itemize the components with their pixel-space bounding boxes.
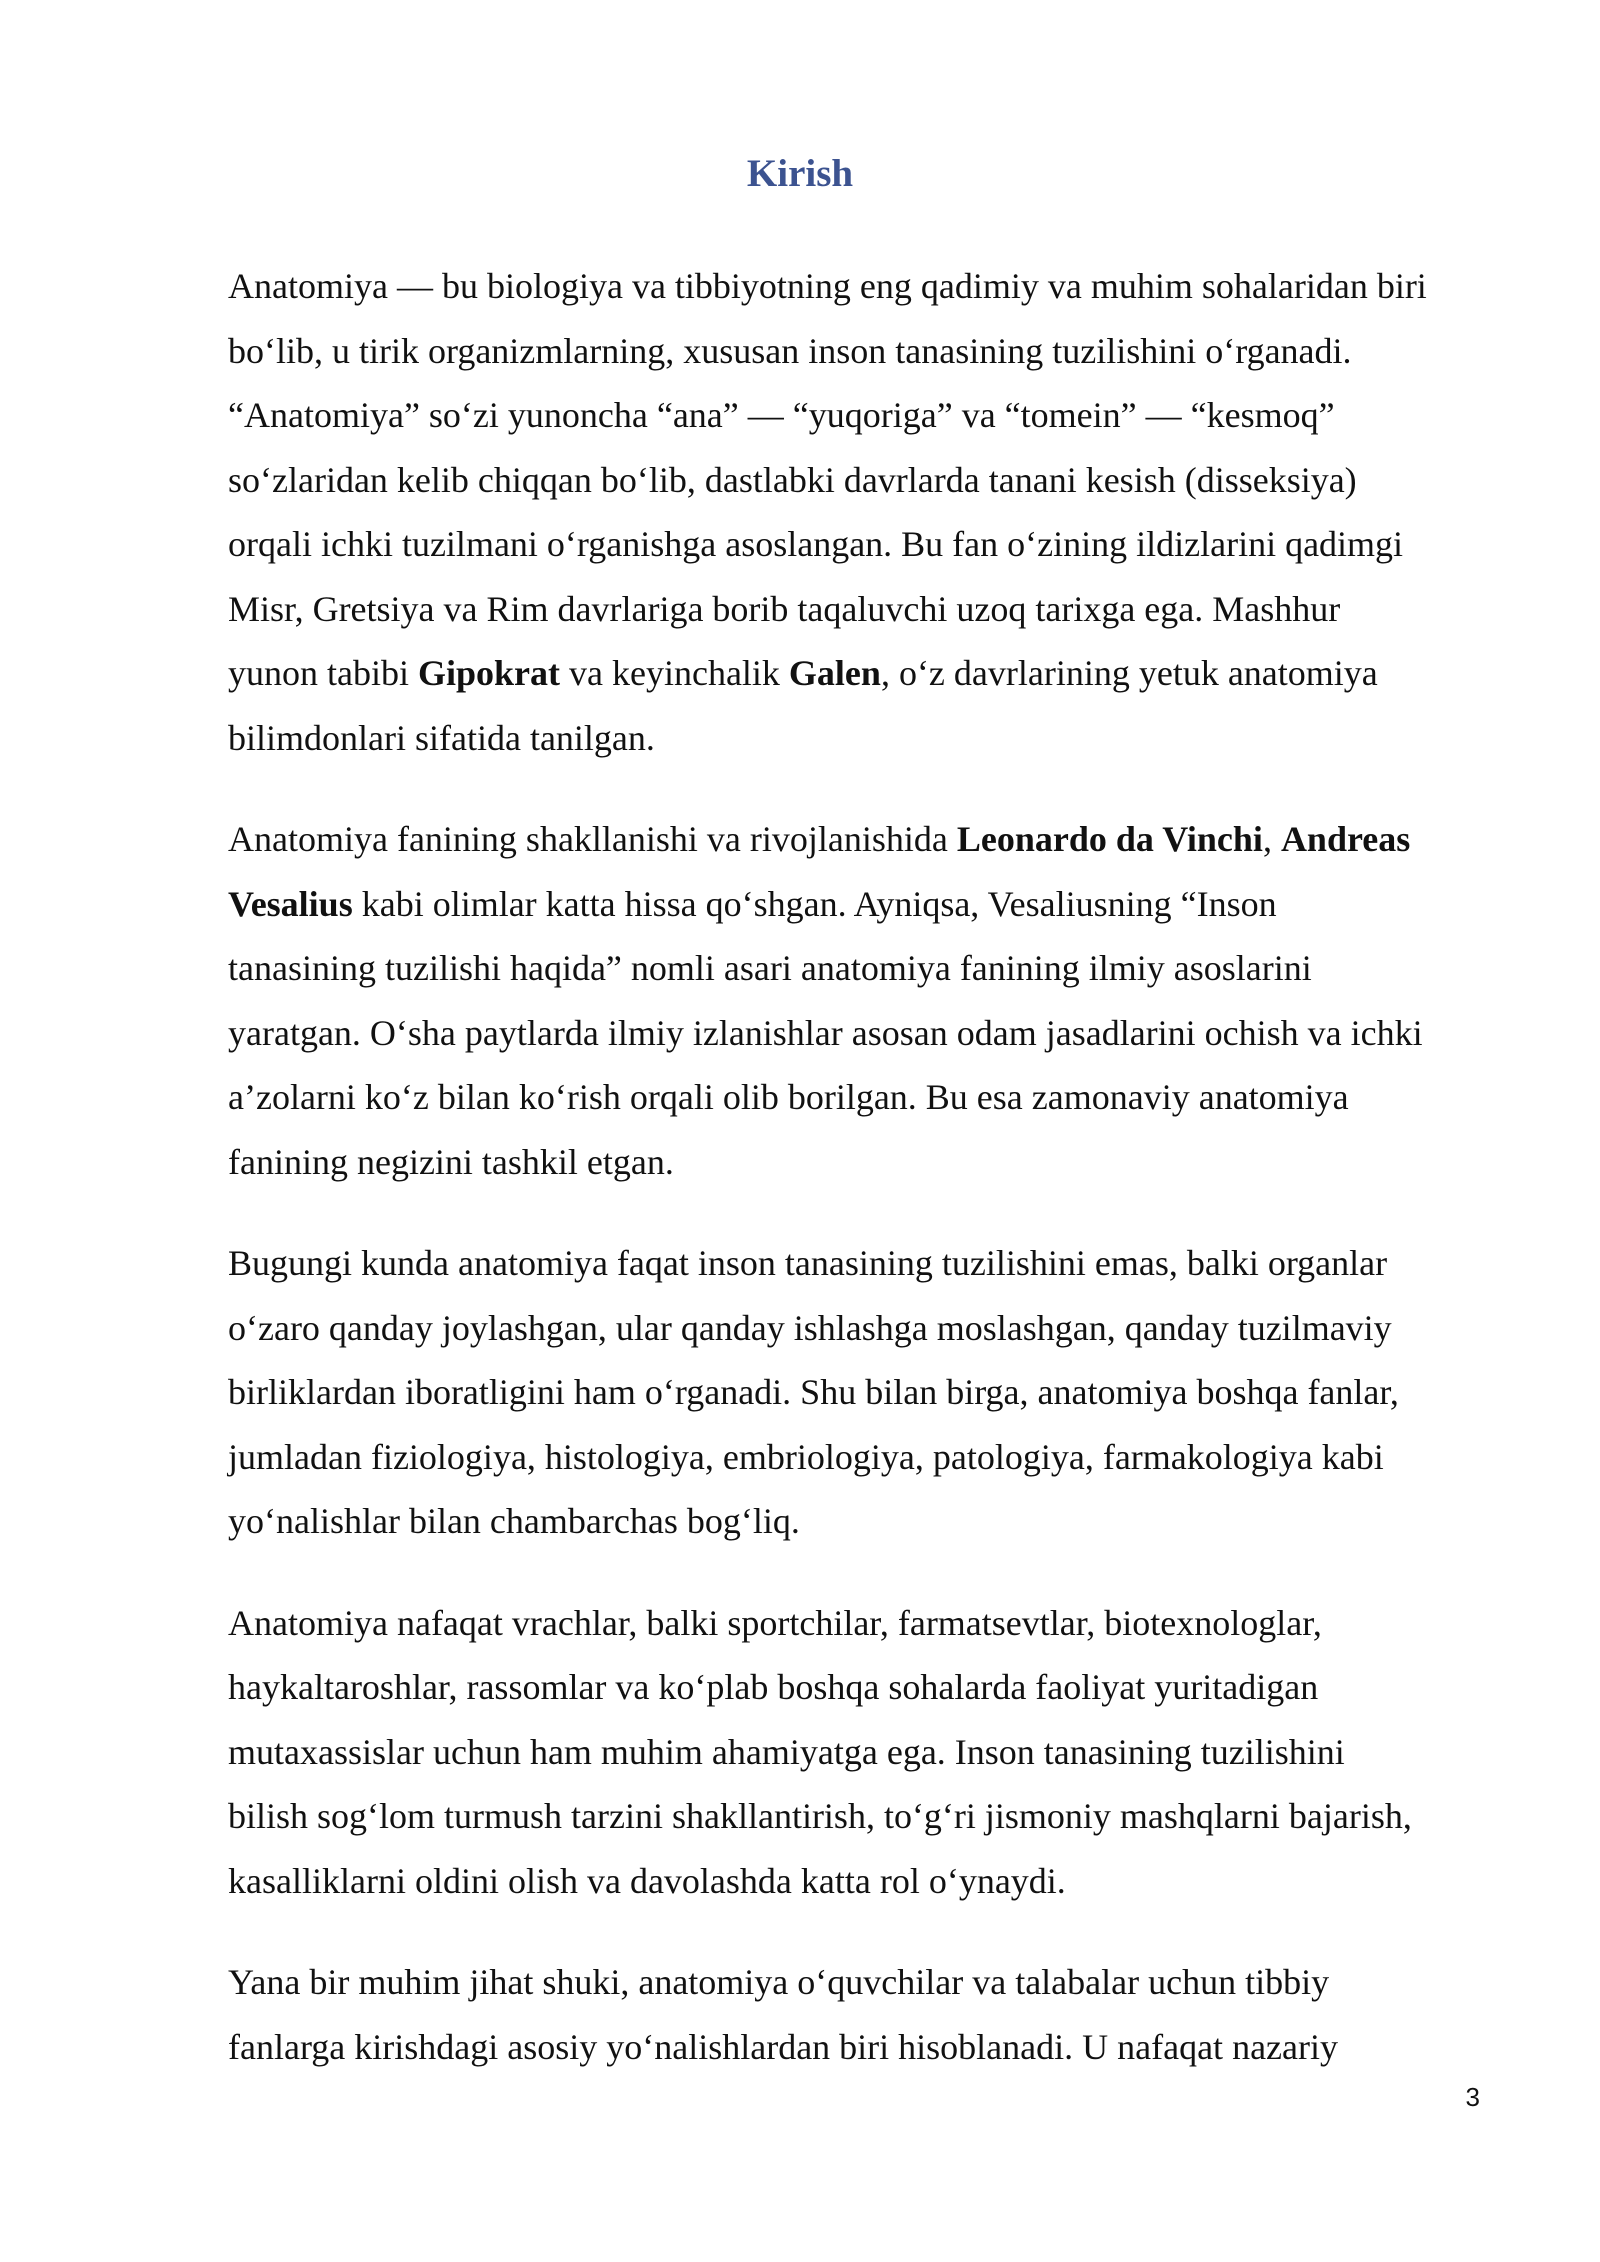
body-text (228, 254, 1498, 2116)
text-line (228, 1296, 1498, 1361)
text-line (228, 807, 1498, 872)
text-run: orqali ichki tuzilmani o‘rganishga asoslangan. Bu fan o‘zining ildizlarini qadimgi (228, 524, 1404, 564)
paragraph (228, 254, 1498, 770)
paragraph (228, 807, 1498, 1194)
text-line (228, 1950, 1498, 2015)
text-run: a’zolarni ko‘z bilan ko‘rish orqali olib borilgan. Bu esa zamonaviy anatomiya (228, 1077, 1349, 1117)
text-run: mutaxassislar uchun ham muhim ahamiyatga ega. Inson tanasining tuzilishini (228, 1731, 1345, 1772)
text-line (228, 1849, 1498, 1914)
text-run: bilish sog‘lom turmush tarzini shakllantirish, to‘g‘ri jismoniy mashqlarni bajarish, (228, 1796, 1412, 1836)
paragraph (228, 1231, 1498, 1554)
page-title: Kirish (746, 152, 854, 195)
text-run: tanasining tuzilishi haqida” nomli asari anatomiya fanining ilmiy asoslarini (228, 948, 1312, 988)
text-run: yo‘nalishlar bilan chambarchas bog‘liq. (228, 1501, 800, 1541)
text-line (228, 1489, 1498, 1554)
bold-term: Vesalius (228, 883, 353, 924)
text-line (228, 1425, 1498, 1490)
text-line (228, 319, 1498, 384)
text-run: so‘zlaridan kelib chiqqan bo‘lib, dastlabki davrlarda tanani kesish (disseksiya) (228, 459, 1357, 500)
bold-term: Andreas (1280, 819, 1411, 859)
text-line (228, 706, 1498, 771)
text-line (228, 512, 1498, 577)
text-run: bo‘lib, u tirik organizmlarning, xususan inson tanasining tuzilishini o‘rganadi. (228, 330, 1352, 371)
text-run: , (1262, 819, 1281, 859)
text-run: fanining negizini tashkil etgan. (228, 1141, 674, 1182)
text-line (228, 577, 1498, 642)
text-line (228, 1065, 1498, 1130)
text-line (228, 1591, 1498, 1656)
text-run: va keyinchalik (560, 653, 789, 693)
text-run: Yana bir muhim jihat shuki, anatomiya o‘quvchilar va talabalar uchun tibbiy (228, 1962, 1330, 2002)
text-line (228, 448, 1498, 513)
page-number: 3 (1465, 2082, 1480, 2112)
text-run: Anatomiya nafaqat vrachlar, balki sportchilar, farmatsevtlar, biotexnologlar, (228, 1602, 1322, 1643)
paragraph (228, 1950, 1498, 2079)
text-run: yunon tabibi (228, 653, 418, 693)
text-run: , o‘z davrlarining yetuk anatomiya (880, 653, 1378, 693)
text-line (228, 1720, 1498, 1785)
text-run: “Anatomiya” so‘zi yunoncha “ana” — “yuqoriga” va “tomein” — “kesmoq” (228, 395, 1335, 435)
text-line (228, 872, 1498, 937)
text-run: fanlarga kirishdagi asosiy yo‘nalishlardan biri hisoblanadi. U nafaqat nazariy (228, 2026, 1338, 2067)
text-line (228, 641, 1498, 706)
text-run: o‘zaro qanday joylashgan, ular qanday ishlashga moslashgan, qanday tuzilmaviy (228, 1307, 1392, 1348)
text-run: bilimdonlari sifatida tanilgan. (228, 717, 655, 758)
text-run: yaratgan. O‘sha paytlarda ilmiy izlanishlar asosan odam jasadlarini ochish va ichki (228, 1012, 1423, 1053)
text-run: haykaltaroshlar, rassomlar va ko‘plab boshqa sohalarda faoliyat yuritadigan (228, 1667, 1319, 1707)
text-line (228, 1001, 1498, 1066)
text-run: birliklardan iboratligini ham o‘rganadi. Shu bilan birga, anatomiya boshqa fanlar, (228, 1372, 1399, 1412)
text-line (228, 383, 1498, 448)
text-line (228, 2015, 1498, 2080)
text-line (228, 1784, 1498, 1849)
text-run: Anatomiya fanining shakllanishi va rivojlanishida (228, 819, 957, 859)
text-run: Bugungi kunda anatomiya faqat inson tanasining tuzilishini emas, balki organlar (228, 1243, 1388, 1283)
text-line (228, 936, 1498, 1001)
bold-term: Leonardo da Vinchi (956, 819, 1263, 859)
text-run: Misr, Gretsiya va Rim davrlariga borib taqaluvchi uzoq tarixga ega. Mashhur (228, 588, 1341, 629)
text-run: jumladan fiziologiya, histologiya, embriologiya, patologiya, farmakologiya kabi (228, 1436, 1384, 1477)
text-line (228, 1231, 1498, 1296)
text-line (228, 1130, 1498, 1195)
text-run: kabi olimlar katta hissa qo‘shgan. Ayniqsa, Vesaliusning “Inson (352, 883, 1277, 924)
bold-term: Galen (788, 653, 881, 693)
text-line (228, 254, 1498, 319)
text-run: kasalliklarni oldini olish va davolashda katta rol o‘ynaydi. (228, 1860, 1066, 1901)
paragraph (228, 1591, 1498, 1914)
text-run: Anatomiya — bu biologiya va tibbiyotning eng qadimiy va muhim sohalaridan biri (228, 266, 1427, 306)
bold-term: Gipokrat (417, 653, 560, 693)
text-line (228, 1360, 1498, 1425)
text-line (228, 1655, 1498, 1720)
